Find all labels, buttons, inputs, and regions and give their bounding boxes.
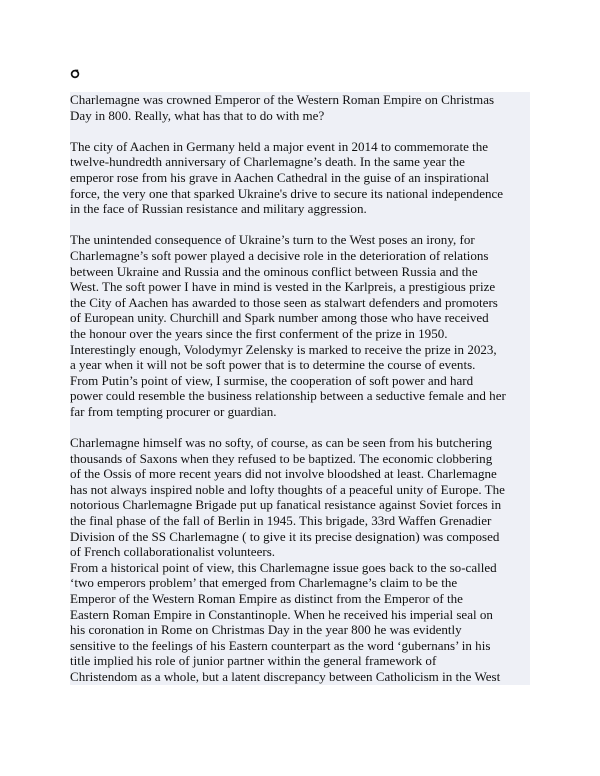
text-line: Charlemagne himself was no softy, of course, as can be seen from his butchering xyxy=(70,435,492,451)
paragraph-2 xyxy=(70,139,530,217)
text-line: of European unity. Churchill and Spark number among those who have received xyxy=(70,310,489,326)
text-line: the final phase of the fall of Berlin in 1945. This brigade, 33rd Waffen Grenadier xyxy=(70,513,492,529)
circular-arrow-icon xyxy=(70,69,80,79)
text-line: of the Ossis of more recent years did not involve bloodshed at least. Charlemagne xyxy=(70,466,497,482)
text-line: power could resemble the business relationship between a seductive female and her xyxy=(70,388,506,404)
paragraph-4 xyxy=(70,435,530,560)
document-body xyxy=(70,92,530,685)
text-line: Eastern Roman Empire in Constantinople. When he received his imperial seal on xyxy=(70,606,493,622)
text-line: his coronation in Rome on Christmas Day in the year 800 he was evidently xyxy=(70,622,462,638)
paragraph-gap xyxy=(70,419,530,435)
text-line: Day in 800. Really, what has that to do with me? xyxy=(70,107,325,123)
text-line: a year when it will not be soft power that is to determine the course of events. xyxy=(70,357,476,373)
text-line: From a historical point of view, this Charlemagne issue goes back to the so-called xyxy=(70,559,497,575)
text-line: West. The soft power I have in mind is vested in the Karlpreis, a prestigious prize xyxy=(70,279,496,295)
text-line: sensitive to the feelings of his Eastern counterpart as the word ‘gubernans’ in his xyxy=(70,637,491,653)
text-line: title implied his role of junior partner within the general framework of xyxy=(70,653,437,669)
text-line: Charlemagne was crowned Emperor of the Western Roman Empire on Christmas xyxy=(70,92,495,107)
text-line: ‘two emperors problem’ that emerged from Charlemagne’s claim to be the xyxy=(70,575,458,591)
paragraph-gap xyxy=(70,217,530,233)
text-line: Charlemagne’s soft power played a decisive role in the deterioration of relations xyxy=(70,247,489,263)
text-line: the honour over the years since the first conferment of the prize in 1950. xyxy=(70,325,448,341)
text-line: force, the very one that sparked Ukraine's drive to secure its national independence xyxy=(70,185,504,201)
text-line: the City of Aachen has awarded to those seen as stalwart defenders and promoters xyxy=(70,294,498,310)
paragraph-gap xyxy=(70,123,530,139)
text-line: emperor rose from his grave in Aachen Cathedral in the guise of an inspirational xyxy=(70,169,490,185)
text-line: Christendom as a whole, but a latent discrepancy between Catholicism in the West xyxy=(70,668,501,684)
text-line: Division of the SS Charlemagne ( to give it its precise designation) was composed xyxy=(70,528,500,544)
text-line: The city of Aachen in Germany held a major event in 2014 to commemorate the xyxy=(70,138,489,154)
text-line: From Putin’s point of view, I surmise, the cooperation of soft power and hard xyxy=(70,372,474,388)
paragraph-5 xyxy=(70,560,530,685)
text-line: in the face of Russian resistance and military aggression. xyxy=(70,201,367,217)
text-line: of French collaborationalist volunteers. xyxy=(70,544,276,560)
text-line: The unintended consequence of Ukraine’s turn to the West poses an irony, for xyxy=(70,232,475,248)
text-line: far from tempting procurer or guardian. xyxy=(70,403,277,419)
paragraph-3 xyxy=(70,232,530,419)
text-line: thousands of Saxons when they refused to be baptized. The economic clobbering xyxy=(70,450,493,466)
paragraph-1 xyxy=(70,92,530,123)
text-line: Emperor of the Western Roman Empire as distinct from the Emperor of the xyxy=(70,591,463,606)
text-line: has not always inspired noble and lofty thoughts of a peaceful unity of Europe. The xyxy=(70,481,505,497)
text-line: Interestingly enough, Volodymyr Zelensky is marked to receive the prize in 2023, xyxy=(70,341,497,357)
text-line: between Ukraine and Russia and the ominous conflict between Russia and the xyxy=(70,263,478,279)
text-line: twelve-hundredth anniversary of Charlemagne’s death. In the same year the xyxy=(70,154,465,170)
text-line: notorious Charlemagne Brigade put up fanatical resistance against Soviet forces in xyxy=(70,497,502,513)
